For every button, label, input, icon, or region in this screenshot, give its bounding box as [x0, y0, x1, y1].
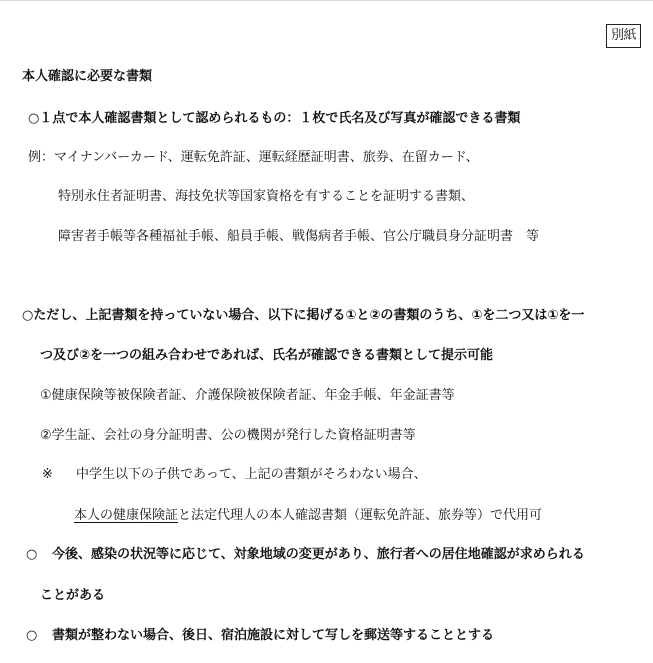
section2-title-line1: ○ただし、上記書類を持っていない場合、以下に掲げる①と②の書類のうち、①を二つ又は①を一 — [22, 308, 585, 323]
section3-line1: 今後、感染の状況等に応じて、対象地域の変更があり、旅行者への居住地確認が求められる — [52, 547, 585, 562]
section2-title-line2: つ及び②を一つの組み合わせであれば、氏名が確認できる書類として提示可能 — [40, 348, 494, 363]
section1-examples-line3: 障害者手帳等各種福祉手帳、船員手帳、戦傷病者手帳、官公庁職員身分証明書 等 — [58, 229, 540, 244]
section2-item2: ②学生証、会社の身分証明書、公の機関が発行した資格証明書等 — [40, 428, 416, 443]
note-line2-rest: と法定代理人の本人確認書類（運転免許証、旅券等）で代用可 — [178, 508, 543, 523]
section4-line1: 書類が整わない場合、後日、宿泊施設に対して写しを郵送等することとする — [52, 628, 495, 643]
note-line2 — [74, 507, 542, 525]
section3-bullet: ○ — [26, 547, 38, 562]
note-mark: ※ — [42, 467, 53, 482]
section4-bullet: ○ — [26, 628, 38, 643]
section3-line2: ことがある — [40, 588, 106, 603]
note-line1: 中学生以下の子供であって、上記の書類がそろわない場合、 — [76, 467, 427, 482]
attachment-label: 別紙 — [606, 24, 641, 48]
section1-examples-line1: 例：マイナンバーカード、運転免許証、運転経歴証明書、旅券、在留カード、 — [28, 150, 479, 165]
top-rule — [0, 0, 653, 1]
section1-title: ○１点で本人確認書類として認められるもの：１枚で氏名及び写真が確認できる書類 — [28, 111, 521, 126]
document-heading: 本人確認に必要な書類 — [22, 69, 153, 84]
section1-examples-line2: 特別永住者証明書、海技免状等国家資格を有することを証明する書類、 — [58, 189, 475, 204]
note-underlined-text: 本人の健康保険証 — [74, 508, 179, 523]
section2-item1: ①健康保険等被保険者証、介護保険被保険者証、年金手帳、年金証書等 — [40, 388, 455, 403]
